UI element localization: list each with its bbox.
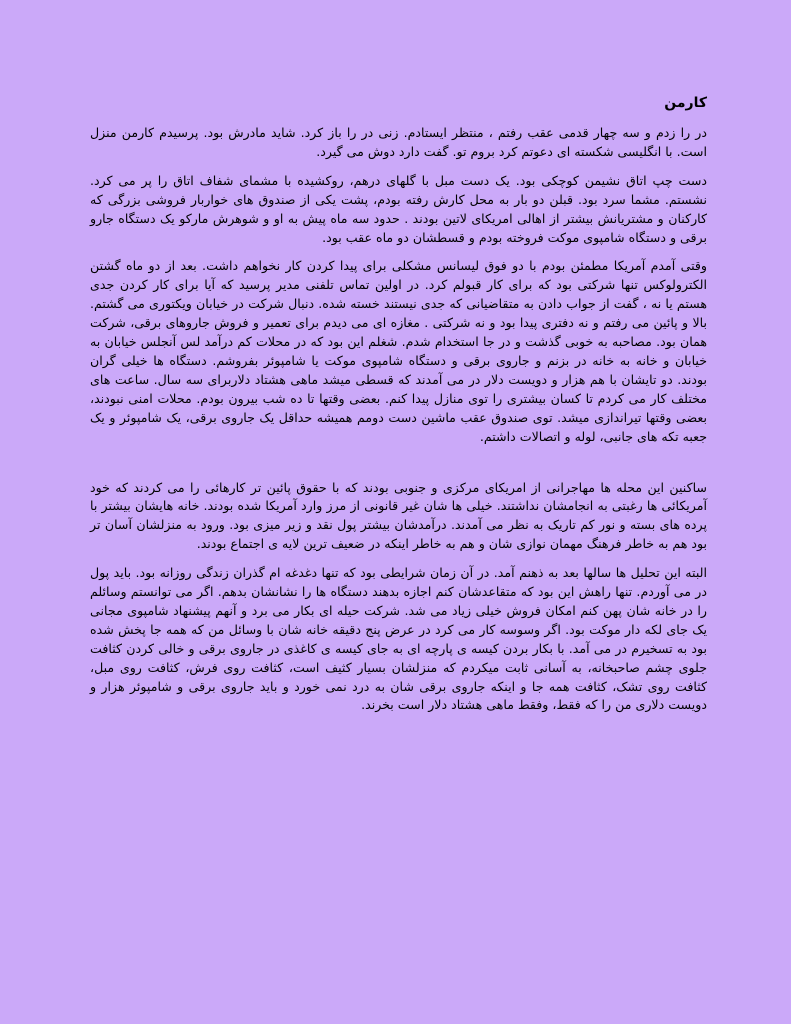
document-page (90, 94, 707, 725)
paragraph-4: ساکنین این محله ها مهاجرانی از امریکای مرکزی و جنوبی بودند که با حقوق پائین تر کارهائی را می کردند که خود آمریکائی ها رغبتی به انجامشان نداشتند. خیلی ها شان غیر قانونی از مرز وارد آمریکا شده بودند. خانه هایشان بیشتر با پرده های بسته و نور کم تاریک به نظر می آمدند. درآمدشان بیشتر پول نقد و زیر میزی بود. ورود به منزلشان آسان تر بود هم به خاطر فرهنگ مهمان نوازی شان و هم به خاطر اینکه در ضعیف ترین لایه ی اجتماع بودند. (90, 479, 707, 552)
paragraph-1: در را زدم و سه چهار قدمی عقب رفتم ، منتظر ایستادم. زنی در را باز کرد. شاید مادرش بود. پرسیدم کارمن منزل است. با انگلیسی شکسته ای دعوتم کرد بروم تو. گفت دارد دوش می گیرد. (90, 125, 707, 159)
paragraph-3: وقتی آمدم آمریکا مطمئن بودم با دو فوق لیسانس مشکلی برای پیدا کردن کار نخواهم داشت. بعد از دو ماه گشتن الکترولوکس تنها شرکتی بود که برای کار قبولم کرد. در اولین تماس تلفنی مدیر پرسید که آیا برای کار کردن جدی هستم یا نه ، گفت از جواب دادن به متقاضیانی که جدی نیستند خسته شده. دنبال شرکت در خیابان ویکتوری می گشتم. بالا و پائین می رفتم و نه دفتری پیدا بود و نه شرکتی . مغازه ای می دیدم برای تعمیر و فروش جاروهای برقی، شرکت همان بود. مصاحبه به خوبی گذشت و در جا استخدام شدم. شغلم این بود که در محلات کم درآمد لس آنجلس خیابان به خیابان و خانه به خانه در بزنم و جاروی برقی و دستگاه شامپوی موکت یا شامپوئر بفروشم. دستگاه ها خیلی گران بودند. دو تایشان با هم هزار و دویست دلار در می آمدند که قسطی میشد ماهی هشتاد دلاربرای سه سال. ساعت های مختلف کار می کردم تا کسان بیشتری را توی منازل پیدا کنم. بعضی وقتها تا ده شب بیرون بودم. محلات امنی نبودند، بعضی وقتها تیراندازی میشد. توی صندوق عقب ماشین دست دومم همیشه حداقل یک جاروی برقی، یک شامپوئر و یک جعبه تکه های جانبی، لوله و اتصالات داشتم. (90, 258, 707, 444)
paragraph-2: دست چپ اتاق نشیمن کوچکی بود. یک دست مبل با گلهای درهم، روکشیده با مشمای شفاف اتاق را پر می کرد. نشستم. مشما سرد بود. قبلن دو بار به محل کارش رفته بودم، پشت یکی از صندوق های خواربار فروشی بزرگی که کارکنان و مشتریانش بیشتر از اهالی امریکای لاتین بودند . حدود سه ماه پیش به او و شوهرش مارکو یک دستگاه جارو برقی و دستگاه شامپوی موکت فروخته بودم و قسطشان دو ماه عقب بود. (90, 172, 707, 245)
document-title: کارمن (664, 95, 707, 111)
paragraph-5: البته این تحلیل ها سالها بعد به ذهنم آمد. در آن زمان شرایطی بود که تنها دغدغه ام گذران زندگی روزانه بود. باید پول در می آوردم. تنها راهش این بود که متقاعدشان کنم اجازه بدهند دستگاه ها را نشانشان بدهم. اگر می توانستم وسائلم را در خانه شان پهن کنم امکان فروش خیلی زیاد می شد. شرکت حیله ای بکار می برد و آنهم پیشنهاد شامپوی مجانی یک جای لکه دار موکت بود. اگر وسوسه کار می کرد در عرض پنج دقیقه خانه شان با وسائل من که همه جا پخش شده بود به تسخیرم در می آمد. با بکار بردن کیسه ی پارچه ای به جای کیسه ی کاغذی در جاروی برقی و خالی کردن کثافت جلوی چشم صاحبخانه، به آسانی ثابت میکردم که منزلشان بسیار کثیف است، کثافت روی فرش، کثافت روی مبل، کثافت روی تشک، کثافت همه جا و اینکه جاروی برقی شان به درد نمی خورد و باید جاروی برقی و شامپوئر هزار و دویست دلاری من را که فقط، وفقط ماهی هشتاد دلار است بخرند. (90, 565, 707, 713)
paragraph-gap (90, 457, 707, 479)
